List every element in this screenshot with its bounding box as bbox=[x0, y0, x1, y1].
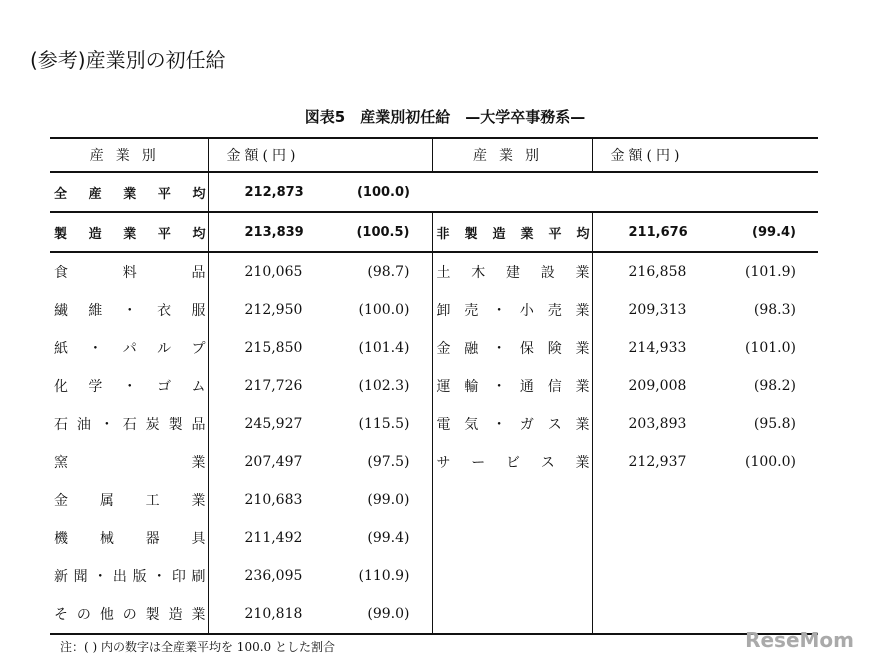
row-label bbox=[432, 519, 592, 557]
table-row bbox=[50, 405, 818, 443]
amount: 236,095 bbox=[244, 568, 303, 584]
amount: 210,818 bbox=[244, 606, 303, 622]
amount: 209,008 bbox=[628, 378, 687, 394]
header-amount-right: 金額(円) bbox=[592, 138, 818, 172]
ratio: (99.0) bbox=[367, 492, 410, 508]
ratio: (99.0) bbox=[367, 606, 410, 622]
ratio: (100.0) bbox=[358, 302, 410, 318]
row-label: 食 料 品 bbox=[54, 265, 206, 281]
amount: 203,893 bbox=[628, 416, 687, 432]
header-industry-right: 産業別 bbox=[432, 138, 592, 172]
ratio: (100.5) bbox=[356, 224, 410, 240]
ratio: (95.8) bbox=[753, 416, 796, 432]
row-label: 紙・パルプ bbox=[54, 341, 206, 357]
row-label: 運輸・通信業 bbox=[432, 367, 592, 405]
row-label: 石油・石炭製品 bbox=[54, 417, 206, 433]
ratio: (115.5) bbox=[358, 416, 410, 432]
page-title: (参考)産業別の初任給 bbox=[30, 48, 226, 72]
ratio: (99.4) bbox=[752, 224, 796, 240]
amount: 207,497 bbox=[244, 454, 303, 470]
amount: 211,676 bbox=[628, 224, 688, 240]
ratio: (99.4) bbox=[367, 530, 410, 546]
row-label: 電気・ガス業 bbox=[432, 405, 592, 443]
row-label: 繊維・衣服 bbox=[54, 303, 206, 319]
row-label: 機械器具 bbox=[54, 531, 206, 547]
amount: 210,065 bbox=[244, 264, 303, 280]
row-label: 土木建設業 bbox=[432, 252, 592, 291]
ratio: (101.9) bbox=[744, 264, 796, 280]
header-row bbox=[50, 138, 818, 172]
ratio: (102.3) bbox=[358, 378, 410, 394]
amount: 213,839 bbox=[244, 224, 304, 240]
header-amount: 金額(円) bbox=[208, 138, 432, 172]
ratio: (101.0) bbox=[744, 340, 796, 356]
header-industry: 産業別 bbox=[50, 138, 208, 172]
row-label: 非製造業平均 bbox=[432, 212, 592, 252]
ratio: (97.5) bbox=[367, 454, 410, 470]
table-row bbox=[50, 252, 818, 291]
amount: 245,927 bbox=[244, 416, 303, 432]
row-label: 化学・ゴム bbox=[54, 379, 206, 395]
amount: 209,313 bbox=[628, 302, 687, 318]
table-row bbox=[50, 291, 818, 329]
row-label bbox=[432, 557, 592, 595]
footnote: 注：( ) 内の数字は全産業平均を 100.0 とした割合 bbox=[60, 640, 335, 654]
row-label: その他の製造業 bbox=[50, 595, 208, 634]
amount: 210,683 bbox=[244, 492, 303, 508]
ratio: (98.2) bbox=[753, 378, 796, 394]
table-row bbox=[50, 519, 818, 557]
amount: 212,873 bbox=[244, 184, 304, 200]
table-row bbox=[50, 557, 818, 595]
table-row bbox=[50, 367, 818, 405]
table-caption: 図表5 産業別初任給 —大学卒事務系— bbox=[304, 108, 586, 126]
row-label: 全産業平均 bbox=[50, 172, 208, 212]
salary-table bbox=[50, 137, 818, 635]
ratio: (110.9) bbox=[358, 568, 410, 584]
row-label: 金属工業 bbox=[54, 493, 206, 509]
ratio: (98.7) bbox=[367, 264, 410, 280]
all-average-row bbox=[50, 172, 818, 212]
ratio: (100.0) bbox=[356, 184, 410, 200]
row-label: 新聞・出版・印刷 bbox=[54, 569, 206, 585]
amount: 215,850 bbox=[244, 340, 303, 356]
amount: 216,858 bbox=[628, 264, 687, 280]
row-label: 卸売・小売業 bbox=[432, 291, 592, 329]
amount: 212,950 bbox=[244, 302, 303, 318]
row-label bbox=[432, 595, 592, 634]
row-label: 金融・保険業 bbox=[432, 329, 592, 367]
row-label: 窯業 bbox=[54, 455, 206, 471]
amount: 214,933 bbox=[628, 340, 687, 356]
ratio: (100.0) bbox=[744, 454, 796, 470]
ratio: (98.3) bbox=[753, 302, 796, 318]
table-row bbox=[50, 481, 818, 519]
table-row bbox=[50, 595, 818, 634]
amount: 211,492 bbox=[244, 530, 303, 546]
row-label bbox=[432, 481, 592, 519]
amount: 217,726 bbox=[244, 378, 303, 394]
watermark-logo: ReseMom bbox=[745, 628, 854, 652]
average-row bbox=[50, 212, 818, 252]
row-label: 製造業平均 bbox=[50, 212, 208, 252]
amount: 212,937 bbox=[628, 454, 687, 470]
table-row bbox=[50, 329, 818, 367]
table-row bbox=[50, 443, 818, 481]
row-label: サービス業 bbox=[432, 443, 592, 481]
ratio: (101.4) bbox=[358, 340, 410, 356]
